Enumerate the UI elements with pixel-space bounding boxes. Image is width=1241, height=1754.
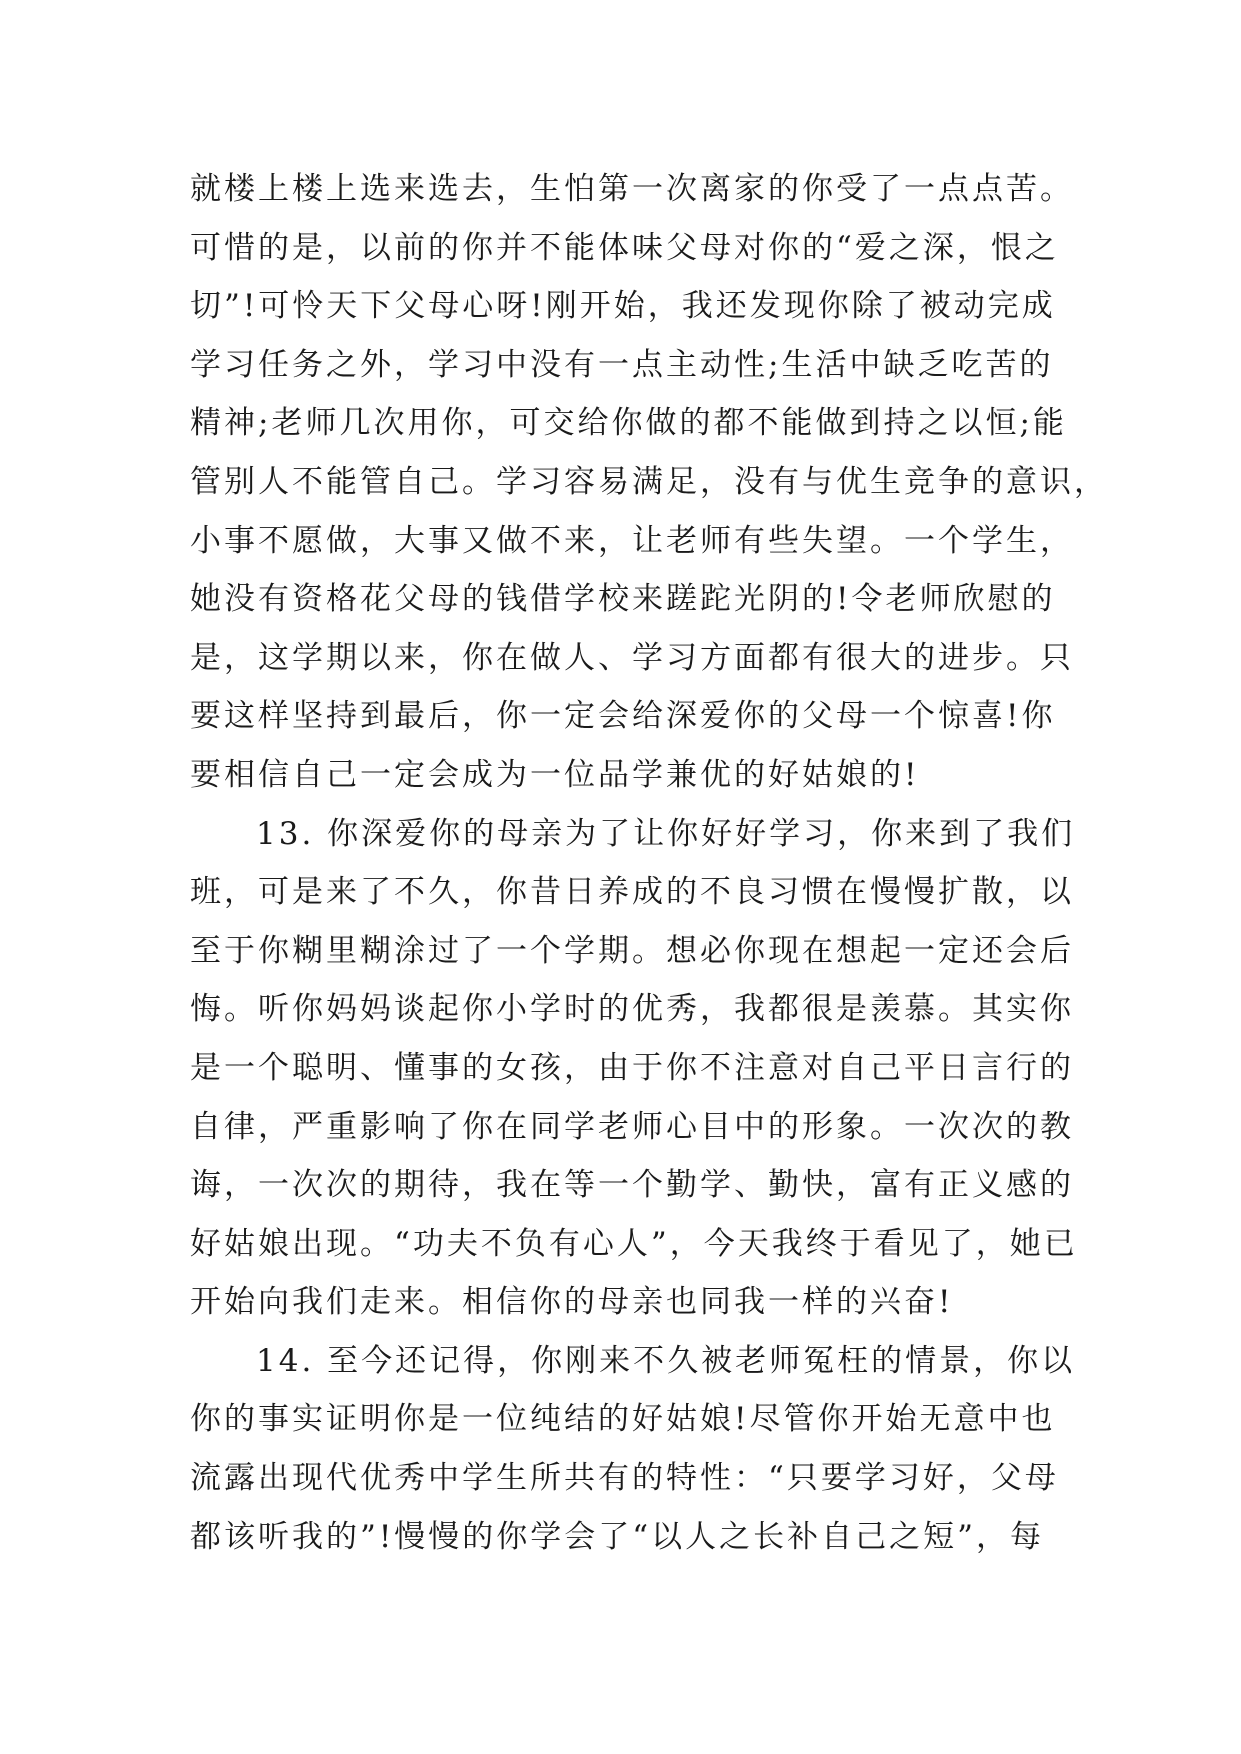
text-line: 可惜的是，以前的你并不能体味父母对你的“爱之深，恨之 — [190, 229, 1059, 266]
text-line: 都该听我的”!慢慢的你学会了“以人之长补自己之短”，每 — [190, 1518, 1044, 1555]
text-line: 悔。听你妈妈谈起你小学时的优秀，我都很是羡慕。其实你 — [190, 991, 1074, 1028]
text-line: 学习任务之外，学习中没有一点主动性;生活中缺乏吃苦的 — [190, 346, 1054, 383]
text-line: 要相信自己一定会成为一位品学兼优的好姑娘的! — [190, 756, 920, 793]
text-line: 精神;老师几次用你，可交给你做的都不能做到持之以恒;能 — [190, 405, 1067, 442]
paragraph-first-line: 13. 你深爱你的母亲为了让你好好学习，你来到了我们 — [256, 815, 1076, 852]
text-line: 她没有资格花父母的钱借学校来蹉跎光阴的!令老师欣慰的 — [190, 581, 1056, 618]
text-line: 至于你糊里糊涂过了一个学期。想必你现在想起一定还会后 — [190, 932, 1074, 969]
text-line: 你的事实证明你是一位纯结的好姑娘!尽管你开始无意中也 — [190, 1401, 1056, 1438]
text-line: 切”!可怜天下父母心呀!刚开始，我还发现你除了被动完成 — [190, 288, 1056, 325]
text-line: 自律，严重影响了你在同学老师心目中的形象。一次次的教 — [190, 1108, 1074, 1145]
text-line: 班，可是来了不久，你昔日养成的不良习惯在慢慢扩散，以 — [190, 874, 1074, 911]
text-line: 要这样坚持到最后，你一定会给深爱你的父母一个惊喜!你 — [190, 698, 1056, 735]
text-line: 流露出现代优秀中学生所共有的特性：“只要学习好，父母 — [190, 1460, 1059, 1497]
text-line: 小事不愿做，大事又做不来，让老师有些失望。一个学生， — [190, 522, 1074, 559]
text-line: 诲，一次次的期待，我在等一个勤学、勤快，富有正义感的 — [190, 1167, 1074, 1204]
text-line: 是一个聪明、懂事的女孩，由于你不注意对自己平日言行的 — [190, 1049, 1074, 1086]
text-line: 好姑娘出现。“功夫不负有心人”，今天我终于看见了，她已 — [190, 1225, 1078, 1262]
paragraph-first-line: 14. 至今还记得，你刚来不久被老师冤枉的情景，你以 — [256, 1342, 1076, 1379]
text-line: 开始向我们走来。相信你的母亲也同我一样的兴奋! — [190, 1284, 954, 1321]
text-line: 管别人不能管自己。学习容易满足，没有与优生竞争的意识， — [190, 463, 1108, 500]
body-text — [190, 160, 1108, 1566]
text-line: 就楼上楼上选来选去，生怕第一次离家的你受了一点点苦。 — [190, 171, 1074, 207]
text-line: 是，这学期以来，你在做人、学习方面都有很大的进步。只 — [190, 639, 1074, 676]
